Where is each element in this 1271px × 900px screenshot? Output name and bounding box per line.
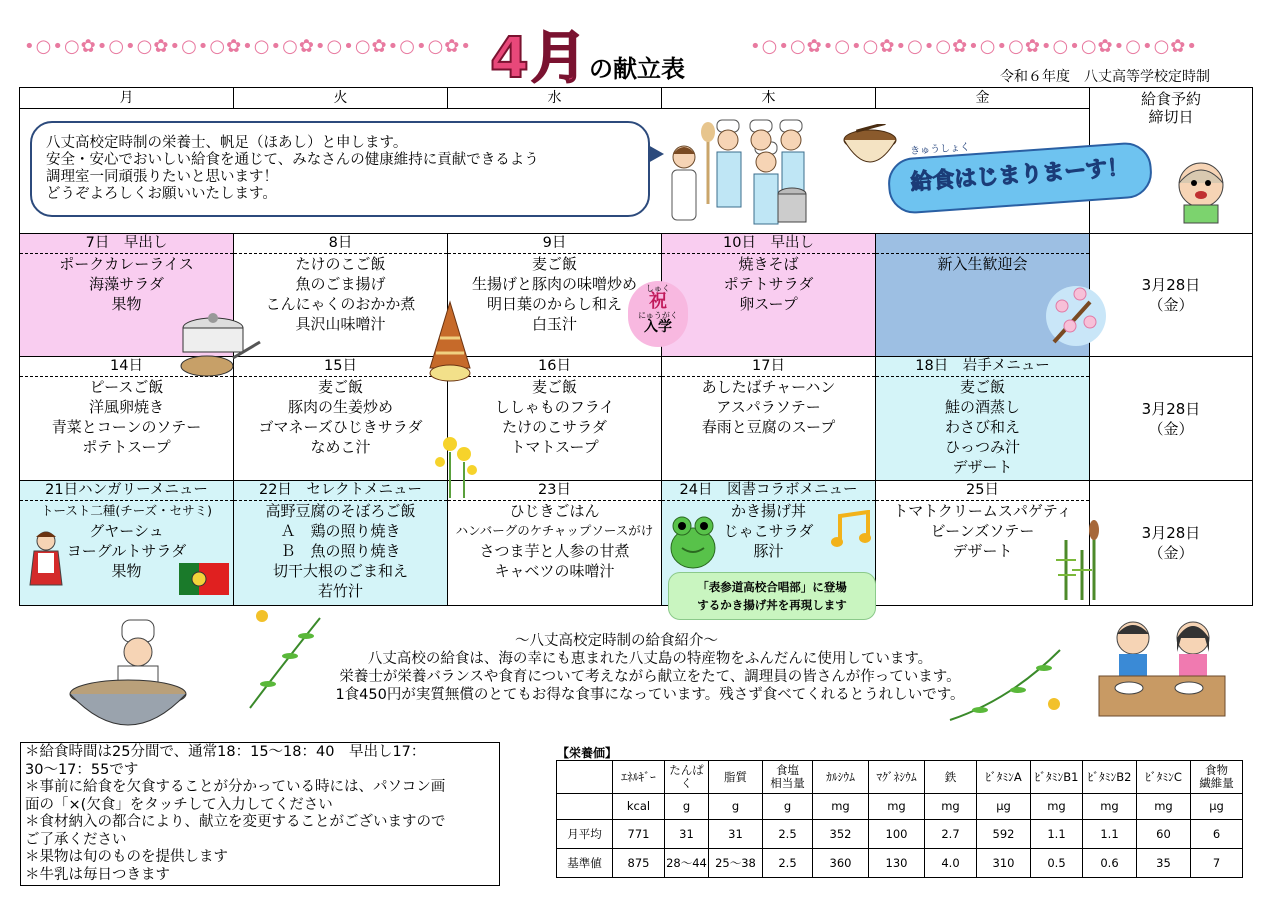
nutrition-cell: 脂質 [709,761,763,794]
deadline-date: 3月28日 [1141,524,1201,542]
chef-cooking-illustration [66,616,196,734]
menu-item: ししゃものフライ [494,398,615,416]
menu-item: デザート [952,542,1013,560]
hungarian-girl-icon [28,527,64,597]
deadline-date: （金） [1148,296,1194,314]
kyushoku-banner: 給食はじまりまーす！ [886,141,1153,215]
nutrition-cell: ﾏｸﾞﾈｼｳﾑ [869,761,925,794]
day-heading: 14日 [20,357,233,377]
nutrition-cell: 鉄 [925,761,977,794]
greeting-line: 八丈高校定時制の栄養士、帆足（ほあし）と申します。 [46,135,408,151]
day-heading: 7日 早出し [20,234,233,254]
portugal-flag-icon [179,563,229,595]
nutrition-cell: 2.5 [763,849,813,878]
menu-item: トマトクリームスパゲティ [893,502,1072,520]
day-cell [662,234,876,357]
menu-item: 白玉汁 [531,315,577,333]
celebration-sticker [628,281,688,347]
note-line: ＊牛乳は毎日つきます [25,866,170,883]
nutrition-cell: 35 [1137,849,1191,878]
nutrition-cell: 31 [665,820,709,849]
nutrition-cell: μg [1191,794,1243,820]
nutrition-cell: g [763,794,813,820]
nutrition-cell: mg [925,794,977,820]
deadline-header: 給食予約 締切日 [1090,88,1253,234]
day-heading: 25日 [876,481,1089,501]
page-title [490,14,685,91]
day-heading: 22日 セレクトメニュー [234,481,447,501]
note-line: ご了承ください [25,831,127,848]
menu-item: 麦ご飯 [531,378,577,396]
nutrition-cell [557,761,613,794]
menu-item: 洋風卵焼き [88,398,164,416]
menu-item: 麦ご飯 [959,378,1005,396]
children-eating-illustration [1097,612,1227,720]
menu-item: 焼きそば [738,255,799,273]
menu-item: 高野豆腐のそぼろご飯 [265,502,416,520]
menu-item: こんにゃくのおかか煮 [265,295,416,313]
deadline-cell [1090,234,1253,357]
nutrition-cell: ﾋﾞﾀﾐﾝC [1137,761,1191,794]
menu-item: キャベツの味噌汁 [494,562,615,580]
notes-box [20,742,500,886]
nutrition-cell: mg [1083,794,1137,820]
collab-note [668,572,876,620]
menu-item: ポテトスープ [82,438,171,456]
intro-title: ～八丈高校定時制の給食紹介～ [515,633,718,649]
cherry-blossom-icon [1040,282,1106,354]
menu-item: ゴマネーズひじきサラダ [258,418,423,436]
nutrition-cell: 食塩 相当量 [763,761,813,794]
nutrition-cell: mg [1137,794,1191,820]
day-heading [876,234,1089,254]
nutrition-cell: g [709,794,763,820]
menu-item: アスパラソテー [716,398,821,416]
horsetail-plant-icon [1046,520,1106,602]
nutrition-cell: ﾋﾞﾀﾐﾝB1 [1031,761,1083,794]
note-line: 30～17：55です [25,761,139,778]
menu-item: ビーンズソテー [930,522,1035,540]
nutrition-cell: μg [977,794,1031,820]
nutrition-cell: 6 [1191,820,1243,849]
menu-item: 麦ご飯 [531,255,577,273]
day-cell [448,481,662,606]
weekday-fri: 金 [876,88,1090,109]
menu-item: さつま芋と人参の甘煮 [479,542,630,560]
collab-note-line: するかき揚げ丼を再現します [697,598,847,612]
menu-item: 具沢山味噌汁 [295,315,386,333]
collab-note-line: 「表参道高校合唱部」に登場 [697,580,847,594]
flower-border-left: •○•○✿•○•○✿•○•○✿•○•○✿•○•○✿•○•○✿• [24,36,472,57]
menu-item: 青菜とコーンのソテー [51,418,202,436]
nutrition-cell: kcal [613,794,665,820]
school-name: 令和６年度 八丈高等学校定時制 [1000,69,1210,85]
menu-item: 春雨と豆腐のスープ [701,418,836,436]
rapeseed-flower-icon [430,432,482,498]
menu-item: あしたばチャーハン [701,378,836,396]
nutrition-table [556,760,1243,878]
menu-item: ひっつみ汁 [944,438,1020,456]
nutrition-cell: 2.5 [763,820,813,849]
nutrition-cell: mg [813,794,869,820]
menu-item: ハンバーグのケチャップソースがけ [455,523,654,538]
nutrition-cell: 7 [1191,849,1243,878]
nutrition-cell: g [665,794,709,820]
menu-item: 豚汁 [753,542,784,560]
intro-line: 1食450円が実質無償のとてもお得な食事になっています。残さず食べてくれるとうれしいです。 [335,687,965,703]
nutrition-cell: 310 [977,849,1031,878]
day-cell [234,481,448,606]
day-heading: 16日 [448,357,661,377]
nutrition-cell: 1.1 [1083,820,1137,849]
menu-item: 鮭の酒蒸し [944,398,1020,416]
nutrition-cell: 592 [977,820,1031,849]
iwai-ruby: しゅく [646,284,670,293]
menu-item: なめこ汁 [310,438,371,456]
nutrition-cell: 0.6 [1083,849,1137,878]
nutrition-cell: 25～38 [709,849,763,878]
flower-border-right: •○•○✿•○•○✿•○•○✿•○•○✿•○•○✿•○•○✿• [750,36,1198,57]
note-line: 面の「×(欠食」をタッチして入力してください [25,796,333,813]
menu-item: 生揚げと豚肉の味噌炒め [471,275,637,293]
menu-item: 豚肉の生姜炒め [287,398,393,416]
menu-item: Ｂ 魚の照り焼き [280,542,401,560]
deadline-date: 3月28日 [1141,276,1201,294]
menu-item: グヤーシュ [89,522,164,540]
excited-person-icon [1170,155,1232,225]
nutrition-cell: ﾋﾞﾀﾐﾝB2 [1083,761,1137,794]
day-cell [234,234,448,357]
nutrition-cell [557,794,613,820]
deadline-date: （金） [1148,419,1194,438]
nutrition-cell: 1.1 [1031,820,1083,849]
menu-item: 明日葉のからし和え [486,295,622,313]
menu-item: 若竹汁 [317,582,363,600]
menu-item: ひじきごはん [509,502,600,520]
day-heading: 23日 [448,481,661,501]
nutrition-cell: 基準値 [557,849,613,878]
frog-icon [664,508,722,570]
nutrition-cell: 月平均 [557,820,613,849]
greeting-bubble [30,121,650,217]
iwai-label: 祝 [649,291,667,312]
nutrition-cell: mg [869,794,925,820]
menu-item: 海藻サラダ [89,275,164,293]
note-line: ＊食材納入の都合により、献立を変更することがございますので [25,814,446,830]
intro-text [270,650,1030,704]
day-heading: 8日 [234,234,447,254]
day-heading: 21日ハンガリーメニュー [20,481,233,501]
menu-item: 果物 [111,562,142,580]
nutrition-cell: 28～44 [665,849,709,878]
nutrition-cell: 食物 繊維量 [1191,761,1243,794]
month-kanji: 月 [530,26,589,91]
nutrition-cell: 875 [613,849,665,878]
day-heading: 18日 岩手メニュー [876,357,1089,377]
music-note-icon [830,510,874,550]
menu-item: たけのこご飯 [295,255,386,273]
day-cell [234,357,448,481]
nutrition-cell: 360 [813,849,869,878]
nutrition-cell: 130 [869,849,925,878]
greeting-line: 安全・安心でおいしい給食を通じて、みなさんの健康維持に貢献できるよう [46,152,539,168]
day-cell [876,357,1090,481]
nutrition-cell: mg [1031,794,1083,820]
menu-item: 切干大根のごま和え [272,562,408,580]
deadline-date: 3月28日 [1141,399,1201,418]
greeting-line: どうぞよろしくお願いいたします。 [46,186,277,202]
banner-ruby: きゅうしょく [909,141,971,158]
day-heading: 15日 [234,357,447,377]
greeting-line: 調理室一同頑張りたいと思います！ [46,169,278,185]
deadline-cell [1090,481,1253,606]
deadline-cell [1090,357,1253,481]
month-number: 4 [490,26,531,91]
weekday-wed: 水 [448,88,662,109]
menu-item: わさび和え [944,418,1020,436]
day-heading: 10日 早出し [662,234,875,254]
menu-item: 麦ご飯 [317,378,363,396]
day-heading: 24日 図書コラボメニュー [662,481,875,501]
menu-item: たけのこサラダ [502,418,607,436]
note-line: ＊事前に給食を欠食することが分かっている時には、パソコン画 [25,779,446,795]
nutrition-cell: 100 [869,820,925,849]
menu-item: 卵スープ [739,295,798,313]
nutrition-cell: 31 [709,820,763,849]
nutrition-cell: 4.0 [925,849,977,878]
menu-item: 新入生歓迎会 [937,255,1028,273]
nutrition-cell: 2.7 [925,820,977,849]
nutrition-cell: たんぱ く [665,761,709,794]
cooks-illustration [662,112,832,232]
menu-item: じゃこサラダ [723,522,814,540]
nutrition-cell: ﾋﾞﾀﾐﾝA [977,761,1031,794]
menu-item: ピースご飯 [89,378,164,396]
nutrition-cell: ｶﾙｼｳﾑ [813,761,869,794]
weekday-thu: 木 [662,88,876,109]
day-heading: 17日 [662,357,875,377]
menu-item: ヨーグルトサラダ [66,542,187,560]
intro-line: 栄養士が栄養バランスや食育について考えながら献立をたて、調理員の皆さんが作っています。 [339,669,961,685]
nutrition-cell: 771 [613,820,665,849]
nutrition-title: 【栄養価】 [557,746,618,760]
nutrition-cell: 352 [813,820,869,849]
menu-item: トマトスープ [510,438,599,456]
nutrition-cell: ｴﾈﾙｷﾞｰ [613,761,665,794]
note-line: ＊給食時間は25分間で、通常18：15～18：40 早出し17： [25,744,426,760]
floral-vine-right [940,640,1070,725]
menu-item: 魚のごま揚げ [295,275,386,293]
note-line: ＊果物は旬のものを提供します [25,849,228,865]
menu-item: かき揚げ丼 [730,502,806,520]
nyugaku-label: 入学 [644,319,672,335]
menu-item: Ａ 鶏の照り焼き [280,522,401,540]
menu-item: 果物 [111,295,142,313]
day-cell [662,357,876,481]
nutrition-cell: 0.5 [1031,849,1083,878]
nyugaku-ruby: にゅうがく [638,311,678,320]
pot-icon [175,302,265,384]
menu-item: デザート [952,458,1013,476]
menu-item: ポテトサラダ [723,275,814,293]
deadline-date: （金） [1148,544,1194,562]
title-suffix: の献立表 [588,55,685,83]
menu-item: ポークカレーライス [59,255,194,273]
intro-line: 八丈高校の給食は、海の幸にも恵まれた八丈島の特産物をふんだんに使用しています。 [367,651,933,667]
menu-item: トースト二種(チーズ・セサミ) [40,503,212,518]
nutrition-cell: 60 [1137,820,1191,849]
weekday-mon: 月 [20,88,234,109]
day-heading: 9日 [448,234,661,254]
bamboo-shoot-icon [420,298,480,386]
weekday-tue: 火 [234,88,448,109]
